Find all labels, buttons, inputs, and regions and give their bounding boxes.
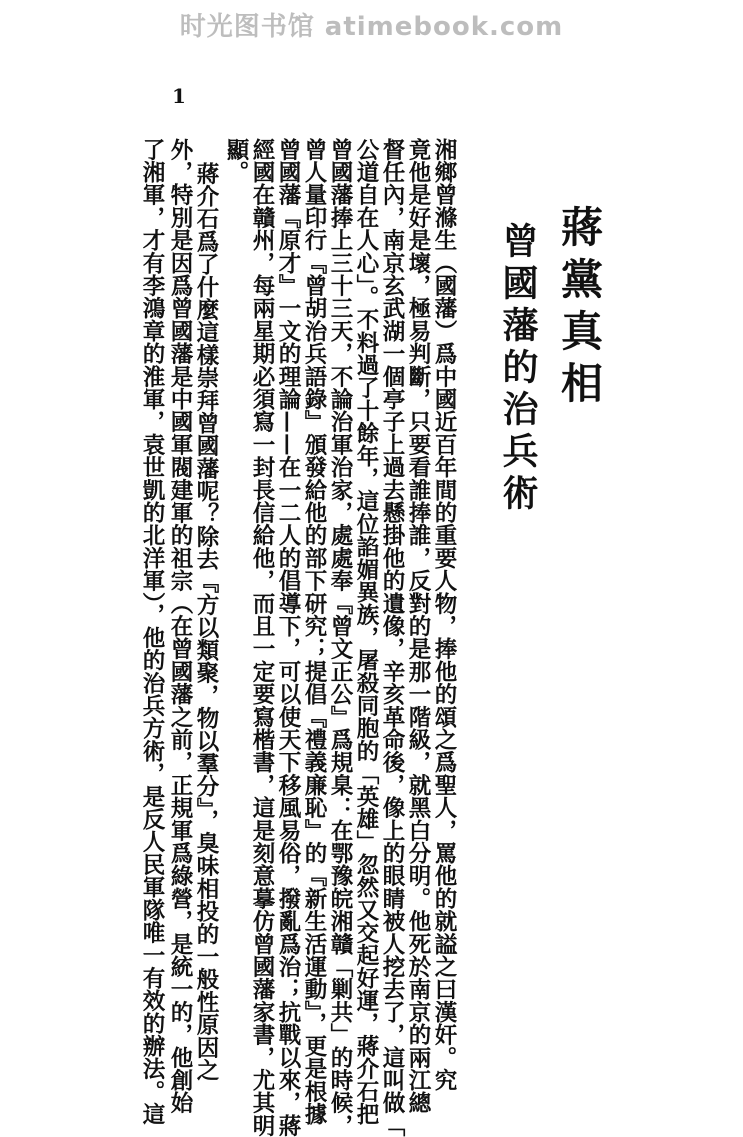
text-column-1: 湘鄉曾滌生（國藩）爲中國近百年間的重要人物，捧他的頌之爲聖人，罵他的就謚之曰漢奸。究	[431, 138, 457, 1092]
text-column-2: 竟他是好是壞，極易判斷，只要看誰捧誰，反對的是那一階級，就黑白分明。他死於南京的兩江總	[405, 138, 431, 1115]
chapter-title: 曾國藩的治兵術	[497, 222, 539, 516]
text-column-8: 經國在贛州，每兩星期必須寫一封長信給他，而且一定要寫楷書，這是刻意摹仿曾國藩家書，尤其明	[249, 138, 275, 1137]
text-column-5: 曾國藩捧上三十三天，不論治軍治家，處處奉『曾文正公』爲規臬：在鄂豫皖湘贛「剿共」的時候，	[327, 138, 353, 1137]
text-column-12: 了湘軍，才有李鴻章的淮軍，袁世凱的北洋軍），他的治兵方術，是反人民軍隊唯一有效的辦法。這	[139, 138, 165, 1126]
text-column-4: 公道自在人心」。不料過了十餘年，這位諂媚異族，屠殺同胞的「英雄」忽然又交起好運，蔣介石把	[353, 138, 379, 1126]
text-column-3: 督任內，南京玄武湖一個亭子上過去懸掛他的遺像，辛亥革命後，像上的眼睛被人挖去了，這叫做「	[379, 138, 405, 1137]
site-watermark: 时光图书馆 atimebook.com	[179, 12, 564, 42]
text-column-9: 顯。	[223, 138, 249, 184]
page-number: 1	[172, 84, 186, 108]
text-column-7: 曾國藩『原才』一文的理論——在一二人的倡導下，可以使天下移風易俗，撥亂爲治；抗戰以來，蔣	[275, 138, 301, 1137]
book-title: 蔣黨真相	[555, 205, 604, 413]
text-column-6: 曾人量印行『曾胡治兵語錄』頒發給他的部下研究；提倡『禮義廉恥』的『新生活運動』，更是根據	[301, 138, 327, 1126]
text-column-10: 蔣介石爲了什麼這樣崇拜曾國藩呢？除去『方以類聚，物以羣分』，臭味相投的一般性原因之	[193, 162, 219, 1082]
text-column-11: 外，特別是因爲曾國藩是中國軍閥建軍的祖宗（在曾國藩之前，正規軍爲綠營，是統一的，他創始	[167, 138, 193, 1115]
